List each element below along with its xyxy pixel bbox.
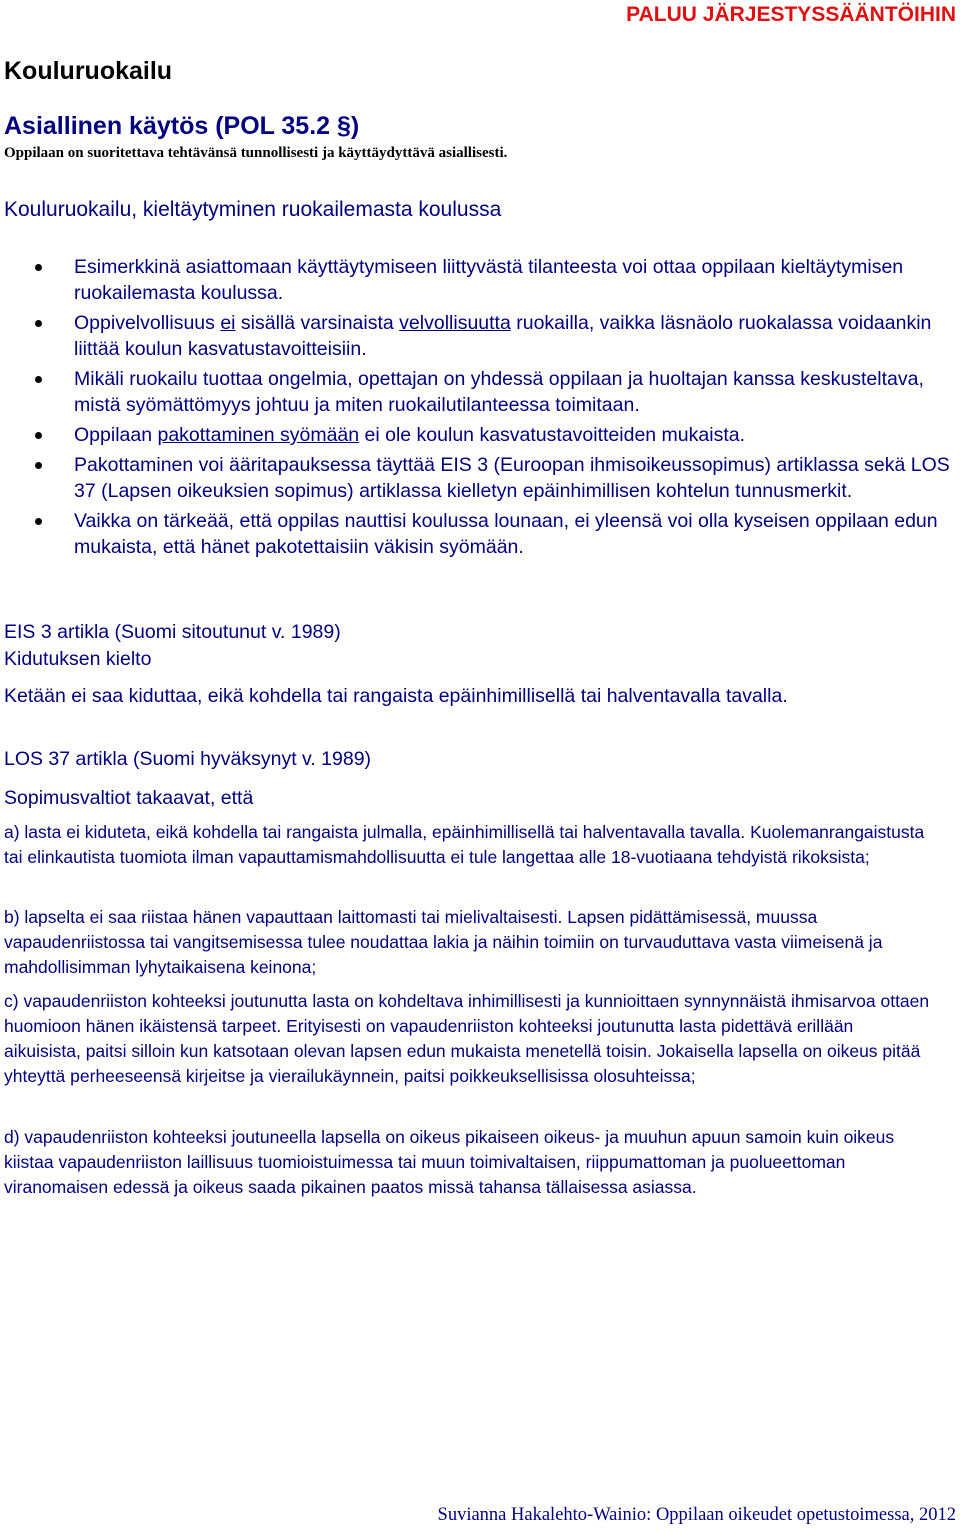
bullet-item: Pakottaminen voi ääritapauksessa täyttää EIS 3 (Euroopan ihmisoikeussopimus) artiklassa sekä LOS 37 (Lapsen oikeuksien sopimus) artiklassa kielletyn epäinhimillisen kohtelun tunnusmerkit. [0, 452, 960, 504]
bullet-text: Oppilaan [74, 424, 158, 446]
bullet-text: Oppivelvollisuus [74, 312, 221, 334]
eis-article-subtitle: Kidutuksen kielto [4, 648, 152, 670]
bullet-text: sisällä varsinaista [235, 312, 400, 334]
bullet-item [0, 310, 960, 362]
bullet-item: Esimerkkinä asiattomaan käyttäytymiseen liittyvästä tilanteesta voi ottaa oppilaan kieltäytymisen ruokailemasta koulussa. [0, 254, 960, 306]
bullet-text: ruokailla, vaikka läsnäolo ruokalassa voidaankin liittää koulun kasvatustavoitteisiin. [74, 312, 932, 360]
underlined-text: velvollisuutta [399, 312, 511, 334]
footer-citation: Suvianna Hakalehto-Wainio: Oppilaan oikeudet opetustoimessa, 2012 [437, 1505, 956, 1525]
conduct-text: Oppilaan on suoritettava tehtävänsä tunnollisesti ja käyttäydyttävä asiallisesti. [4, 145, 508, 161]
los-item-c: c) vapaudenriiston kohteeksi joutunutta lasta on kohdeltava inhimillisesti ja kunnioittaen synnynnäistä ihmisarvoa ottaen huomioon hänen ikäistensä tarpeet. Erityisesti on vapaudenriiston kohteeksi joutunutta lasta pidettävä erillään aikuisista, paitsi silloin kun katsotaan olevan lapsen edun mukaista menetellä toisin. Jokaisella lapsella on oikeus pitää yhteyttä perheeseensä kirjeitse ja vierailukäynnein, paitsi poikkeuksellisissa olosuhteissa; [4, 991, 930, 1086]
back-to-rules-link[interactable]: PALUU JÄRJESTYSSÄÄNTÖIHIN [626, 3, 956, 26]
bullet-text: ei ole koulun kasvatustavoitteiden mukaista. [359, 424, 745, 446]
los-article-subtitle: Sopimusvaltiot takaavat, että [4, 787, 254, 809]
bullet-item: Vaikka on tärkeää, että oppilas nauttisi koulussa lounaan, ei yleensä voi olla kyseisen oppilaan edun mukaista, että hänet pakotettaisiin väkisin syömään. [0, 508, 960, 560]
refusal-heading: Kouluruokailu, kieltäytyminen ruokailemasta koulussa [4, 198, 502, 221]
underlined-text: ei [220, 312, 236, 334]
los-item-a: a) lasta ei kiduteta, eikä kohdella tai rangaista julmalla, epäinhimillisellä tai halventavalla tavalla. Kuolemanrangaistusta tai elinkautista tuomiota ilman vapauttamismahdollisuutta ei tule langettaa alle 18-vuotiaana tehdyistä rikoksista; [4, 822, 925, 867]
los-item-d: d) vapaudenriiston kohteeksi joutuneella lapsella on oikeus pikaiseen oikeus- ja muuhun apuun samoin kuin oikeus kiistaa vapaudenriiston laillisuus tuomioistuimessa tai muun toimivaltaisen, riippumattoman ja puolueettoman viranomaisen edessä ja oikeus saada pikainen paatos missä tahansa tällaisessa asiassa. [4, 1127, 895, 1197]
bullet-item: Mikäli ruokailu tuottaa ongelmia, opettajan on yhdessä oppilaan ja huoltajan kanssa keskusteltava, mistä syömättömyys johtuu ja miten ruokailutilanteessa toimitaan. [0, 366, 960, 418]
refusal-bullet-list [0, 254, 960, 564]
conduct-heading: Asiallinen käytös (POL 35.2 §) [4, 112, 360, 140]
los-article-title: LOS 37 artikla (Suomi hyväksynyt v. 1989) [4, 748, 372, 770]
eis-article-text: Ketään ei saa kiduttaa, eikä kohdella tai rangaista epäinhimillisellä tai halventavalla tavalla. [4, 685, 788, 707]
underlined-text: pakottaminen syömään [157, 424, 360, 446]
los-item-b: b) lapselta ei saa riistaa hänen vapauttaan laittomasti tai mielivaltaisesti. Lapsen pidättämisessä, muussa vapaudenriistossa tai vangitsemisessa tulee noudattaa lakia ja näihin toimiin on turvauduttava vasta viimeisenä ja mahdollisimman lyhytaikaisena keinona; [4, 907, 883, 977]
eis-article-title: EIS 3 artikla (Suomi sitoutunut v. 1989) [4, 621, 341, 643]
bullet-item [0, 422, 960, 448]
page-title: Kouluruokailu [4, 57, 173, 85]
